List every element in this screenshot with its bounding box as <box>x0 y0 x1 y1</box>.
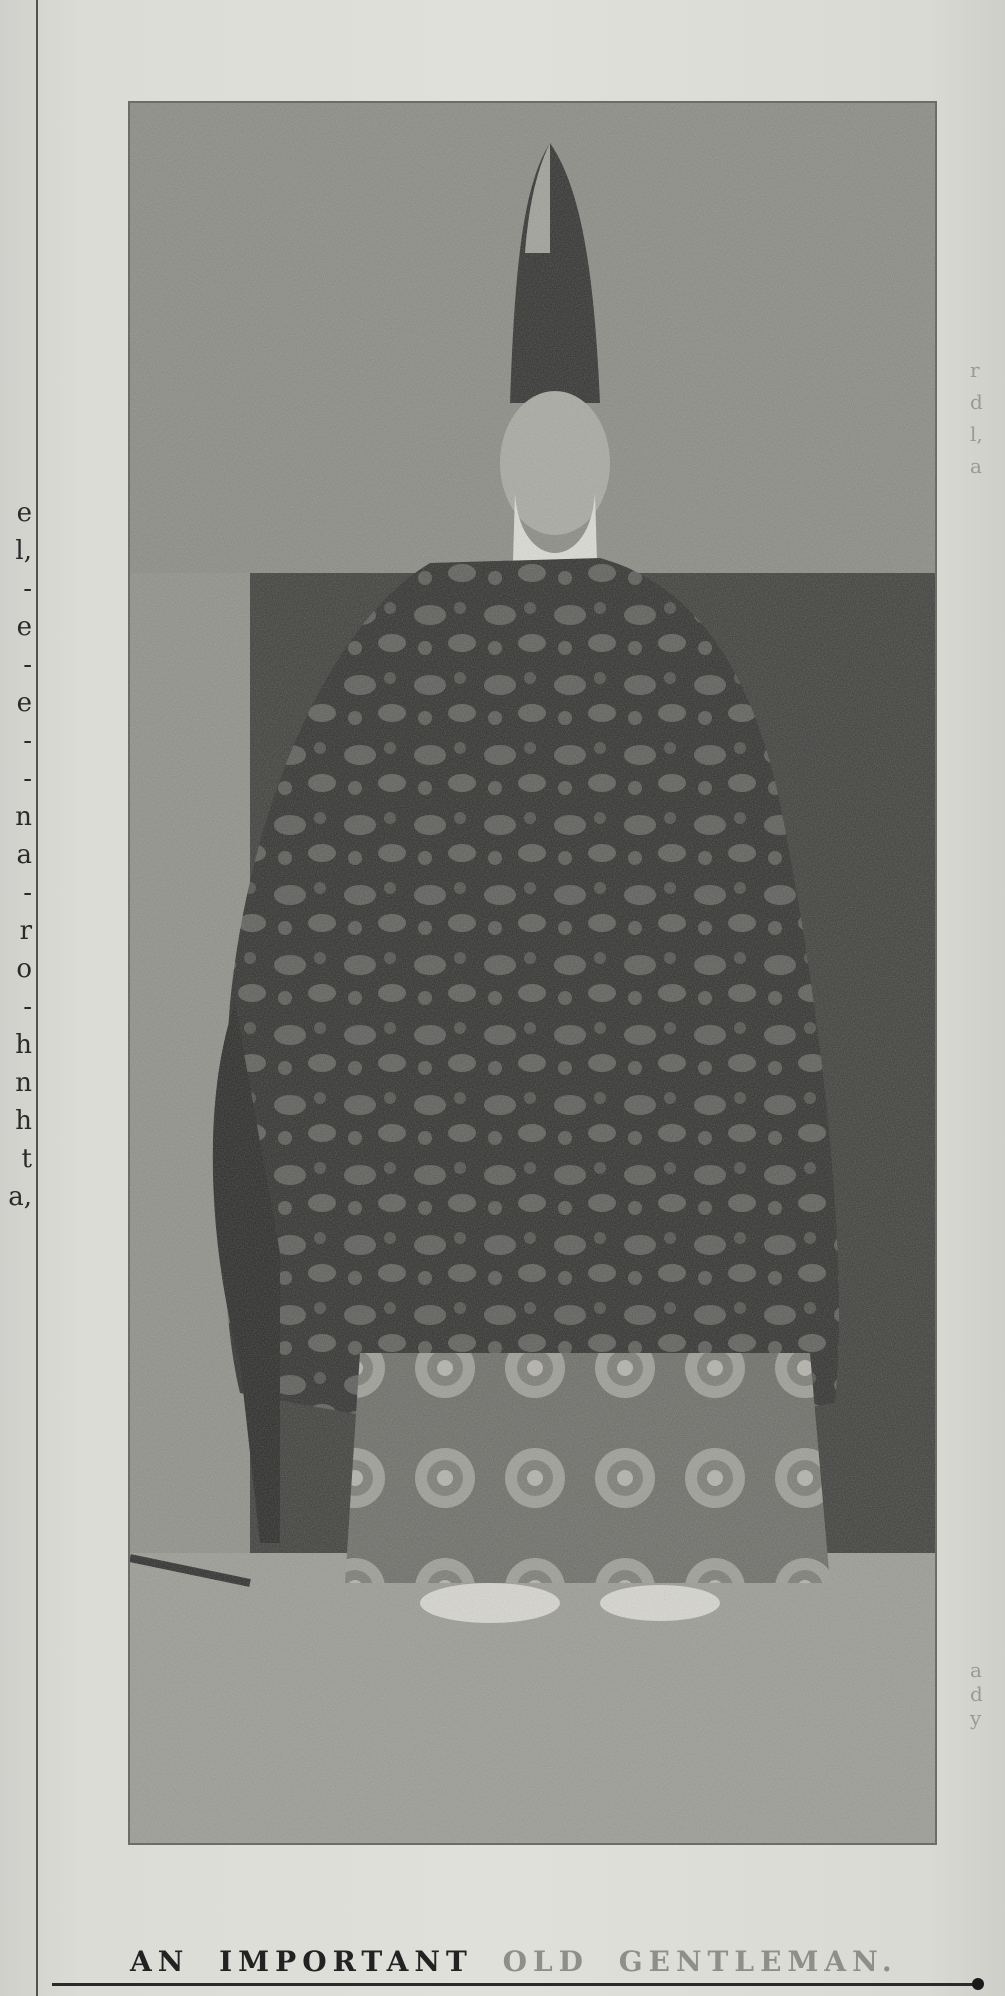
text-fragment: r <box>19 916 32 946</box>
text-fragment: d <box>970 390 983 414</box>
text-fragment: y <box>970 1706 982 1730</box>
text-fragment: - <box>23 726 32 756</box>
text-fragment: - <box>23 878 32 908</box>
text-fragment: - <box>23 574 32 604</box>
text-fragment: h <box>15 1030 32 1060</box>
text-fragment: t <box>21 1144 32 1174</box>
caption-part-1: AN IMPORTANT <box>130 1945 473 1978</box>
text-fragment: l, <box>15 536 32 566</box>
bottom-rule-ornament <box>972 1978 984 1990</box>
caption-part-2: OLD GENTLEMAN. <box>502 1945 898 1978</box>
halftone-grain <box>130 103 935 1843</box>
text-fragment: o <box>16 954 32 984</box>
text-fragment: - <box>23 650 32 680</box>
text-fragment: r <box>970 358 980 382</box>
text-fragment: e <box>16 612 32 642</box>
text-fragment: - <box>23 764 32 794</box>
photo-caption <box>130 1945 950 1978</box>
text-fragment: h <box>15 1106 32 1136</box>
halftone-photograph <box>130 103 935 1843</box>
column-rule <box>36 0 38 1996</box>
text-fragment: e <box>16 498 32 528</box>
text-fragment: d <box>970 1682 983 1706</box>
text-fragment: a <box>16 840 32 870</box>
text-fragment: a <box>970 1658 982 1682</box>
bottom-rule <box>52 1983 982 1986</box>
text-fragment: n <box>15 1068 32 1098</box>
photo-illustration <box>130 103 935 1843</box>
text-fragment: n <box>15 802 32 832</box>
text-fragment: a <box>970 454 982 478</box>
text-fragment: a, <box>8 1182 32 1212</box>
text-fragment: l, <box>970 422 983 446</box>
text-fragment: e <box>16 688 32 718</box>
text-fragment: - <box>23 992 32 1022</box>
